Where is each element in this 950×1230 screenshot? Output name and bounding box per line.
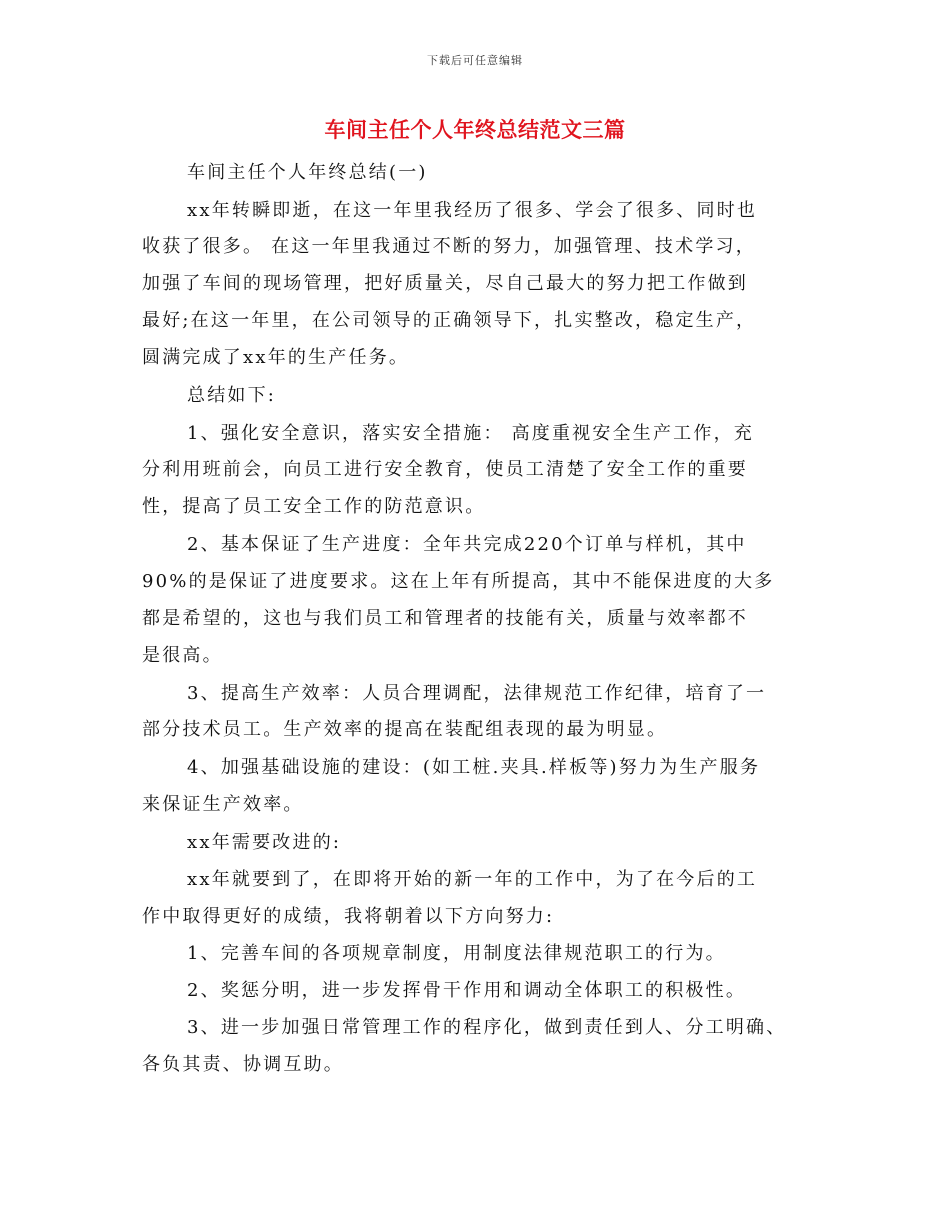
paragraph-line: 作中取得更好的成绩，我将朝着以下方向努力: — [142, 906, 555, 927]
paragraph-line: 圆满完成了xx年的生产任务。 — [142, 347, 410, 368]
paragraph-line: 分利用班前会，向员工进行安全教育，使员工清楚了安全工作的重要 — [142, 459, 748, 480]
paragraph-line: 是很高。 — [142, 645, 223, 666]
paragraph-line: 都是希望的，这也与我们员工和管理者的技能有关，质量与效率都不 — [142, 608, 748, 629]
paragraph-line: xx年需要改进的: — [187, 832, 342, 853]
section-heading: 车间主任个人年终总结(一) — [187, 162, 428, 183]
paragraph-line: 90%的是保证了进度要求。这在上年有所提高，其中不能保进度的大多 — [142, 571, 775, 592]
paragraph-line: xx年就要到了，在即将开始的新一年的工作中，为了在今后的工 — [187, 869, 758, 890]
paragraph-line: 3、进一步加强日常管理工作的程序化，做到责任到人、分工明确、 — [187, 1017, 787, 1038]
paragraph-line: 1、强化安全意识，落实安全措施： 高度重视安全生产工作，充 — [187, 423, 754, 444]
paragraph-line: 加强了车间的现场管理，把好质量关，尽自己最大的努力把工作做到 — [142, 273, 748, 294]
paragraph-line: xx年转瞬即逝，在这一年里我经历了很多、学会了很多、同时也 — [187, 200, 758, 221]
paragraph-line: 3、提高生产效率：人员合理调配，法律规范工作纪律，培育了一 — [187, 683, 767, 704]
page-header: 下载后可任意编辑 — [427, 54, 523, 67]
paragraph-line: 1、完善车间的各项规章制度，用制度法律规范职工的行为。 — [187, 943, 726, 964]
paragraph-line: 2、奖惩分明，进一步发挥骨干作用和调动全体职工的积极性。 — [187, 980, 747, 1001]
paragraph-line: 来保证生产效率。 — [142, 794, 304, 815]
paragraph-line: 4、加强基础设施的建设：(如工桩.夹具.样板等)努力为生产服务 — [187, 757, 761, 778]
paragraph-line: 收获了很多。 在这一年里我通过不断的努力，加强管理、技术学习， — [142, 236, 756, 257]
paragraph-line: 部分技术员工。生产效率的提高在装配组表现的最为明显。 — [142, 719, 668, 740]
paragraph-line: 最好;在这一年里，在公司领导的正确领导下，扎实整改，稳定生产， — [142, 310, 757, 331]
paragraph-line: 性，提高了员工安全工作的防范意识。 — [142, 496, 486, 517]
paragraph-line: 总结如下: — [187, 385, 277, 406]
document-title: 车间主任个人年终总结范文三篇 — [324, 117, 626, 142]
paragraph-line: 各负其责、协调互助。 — [142, 1054, 344, 1075]
paragraph-line: 2、基本保证了生产进度：全年共完成220个订单与样机，其中 — [187, 534, 747, 555]
